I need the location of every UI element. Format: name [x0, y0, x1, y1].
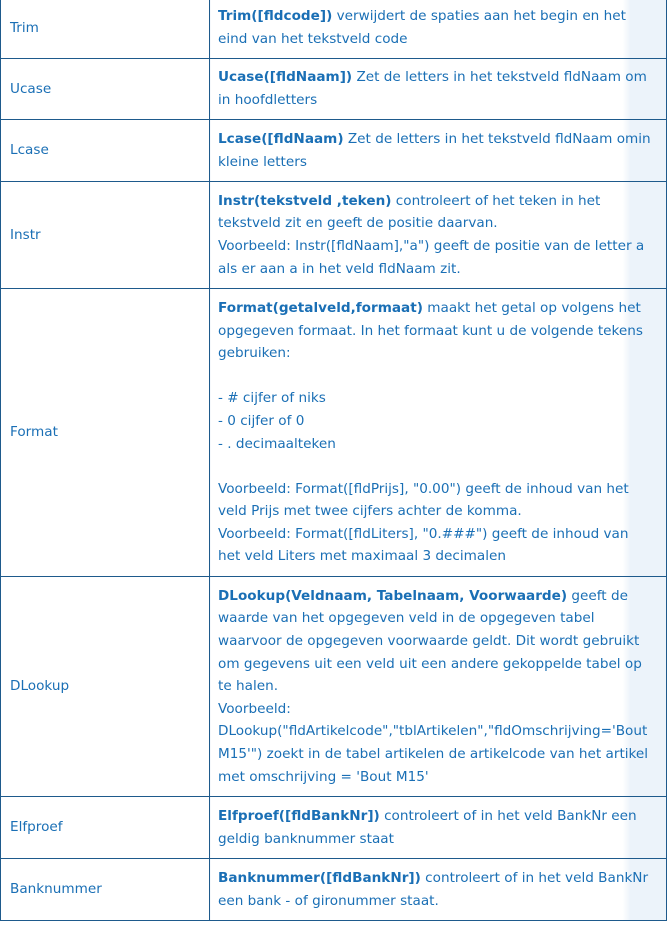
function-syntax: Ucase([fldNaam])	[218, 69, 353, 86]
description-text: waarde van het opgegeven veld in de opgegeven tabel	[218, 610, 595, 627]
function-description-cell	[210, 59, 667, 120]
description-text: met omschrijving = 'Bout M15'	[218, 768, 429, 785]
description-line	[218, 478, 662, 501]
description-line	[218, 387, 662, 410]
function-syntax: Instr(tekstveld ,teken)	[218, 192, 392, 209]
description-line	[218, 867, 662, 890]
description-text: controleert of het teken in het	[391, 192, 601, 209]
table-row	[1, 289, 667, 577]
description-line	[218, 28, 662, 51]
description-text: - . decimaalteken	[218, 435, 336, 452]
function-syntax: Banknummer([fldBankNr])	[218, 869, 421, 886]
description-text: waarvoor de opgegeven voorwaarde geldt. Dit wordt gebruikt	[218, 633, 640, 650]
description-text: eind van het tekstveld code	[218, 31, 408, 47]
description-line	[218, 235, 662, 258]
table-row	[1, 59, 667, 120]
description-line	[218, 630, 662, 653]
description-text: als er aan a in het veld fldNaam zit.	[218, 260, 461, 277]
description-line	[218, 342, 662, 365]
functions-table-body	[1, 0, 667, 921]
description-line	[218, 607, 662, 630]
description-line	[218, 5, 662, 28]
description-text: controleert of in het veld BankNr	[420, 869, 649, 886]
description-text: Voorbeeld:	[218, 700, 291, 717]
function-name-cell	[1, 797, 210, 859]
description-line	[218, 128, 662, 151]
function-name: DLookup	[10, 678, 70, 695]
function-name-cell	[1, 120, 210, 182]
table-row	[1, 120, 667, 182]
description-line	[218, 410, 662, 433]
description-line	[218, 455, 662, 478]
description-text: een bank - of gironummer staat.	[218, 892, 439, 909]
description-text: geldig banknummer staat	[218, 830, 394, 847]
description-line	[218, 805, 662, 828]
description-text: M15'") zoekt in de tabel artikelen de artikelcode van het artikel	[218, 745, 649, 762]
function-name-cell	[1, 577, 210, 797]
description-line	[218, 585, 662, 608]
function-syntax: Format(getalveld,formaat)	[218, 299, 423, 316]
description-line	[218, 258, 662, 281]
function-description-cell	[210, 797, 667, 859]
table-row	[1, 0, 667, 59]
function-name: Banknummer	[10, 881, 102, 898]
description-line	[218, 151, 662, 174]
table-row	[1, 797, 667, 859]
function-description-cell	[210, 182, 667, 289]
description-line	[218, 653, 662, 676]
function-syntax: DLookup(Veldnaam, Tabelnaam, Voorwaarde)	[218, 587, 568, 604]
description-text: in hoofdletters	[218, 92, 318, 108]
function-name-cell	[1, 0, 210, 59]
function-name-cell	[1, 182, 210, 289]
description-line	[218, 365, 662, 388]
description-text: geeft de	[567, 587, 628, 604]
table-row	[1, 182, 667, 289]
description-text: verwijdert de spaties aan het begin en het	[332, 8, 626, 25]
description-text: opgegeven formaat. In het formaat kunt u de volgende tekens	[218, 322, 643, 339]
function-name: Format	[10, 424, 58, 441]
description-text: het veld Liters met maximaal 3 decimalen	[218, 548, 506, 565]
description-line	[218, 523, 662, 546]
description-line	[218, 212, 662, 235]
function-name-cell	[1, 859, 210, 921]
description-line	[218, 743, 662, 766]
description-text: maakt het getal op volgens het	[422, 299, 641, 316]
function-name: Elfproef	[10, 819, 63, 836]
function-description-cell	[210, 289, 667, 577]
description-text: - 0 cijfer of 0	[218, 412, 305, 429]
description-line	[218, 698, 662, 721]
description-text: kleine letters	[218, 153, 307, 170]
function-syntax: Trim([fldcode])	[218, 8, 333, 25]
description-text: tekstveld zit en geeft de positie daarvan.	[218, 215, 498, 232]
description-line	[218, 828, 662, 851]
function-description-cell	[210, 577, 667, 797]
description-text: Voorbeeld: Format([fldLiters], "0.###") geeft de inhoud van	[218, 525, 629, 542]
description-line	[218, 297, 662, 320]
description-text: om gegevens uit een veld uit een andere gekoppelde tabel op	[218, 655, 642, 672]
description-line	[218, 545, 662, 568]
description-line	[218, 66, 662, 89]
function-description-cell	[210, 859, 667, 921]
description-line	[218, 766, 662, 789]
function-syntax: Lcase([fldNaam)	[218, 130, 344, 147]
table-row	[1, 859, 667, 921]
description-line	[218, 433, 662, 456]
description-line	[218, 720, 662, 743]
description-text: Voorbeeld: Format([fldPrijs], "0.00") geeft de inhoud van het	[218, 480, 629, 497]
function-name-cell	[1, 289, 210, 577]
description-line	[218, 500, 662, 523]
description-text: te halen.	[218, 678, 279, 695]
function-description-cell	[210, 0, 667, 59]
description-text: controleert of in het veld BankNr een	[379, 807, 637, 824]
description-text: gebruiken:	[218, 345, 291, 362]
function-name: Lcase	[10, 142, 49, 159]
description-text: Voorbeeld: Instr([fldNaam],"a") geeft de positie van de letter a	[218, 238, 645, 254]
description-line	[218, 89, 662, 112]
function-name: Instr	[10, 226, 41, 243]
table-row	[1, 577, 667, 797]
description-text: veld Prijs met twee cijfers achter de komma.	[218, 503, 522, 520]
description-line	[218, 890, 662, 913]
description-line	[218, 190, 662, 213]
description-line	[218, 320, 662, 343]
function-name: Trim	[10, 19, 39, 36]
function-name: Ucase	[10, 80, 52, 97]
function-name-cell	[1, 59, 210, 120]
description-text: Zet de letters in het tekstveld fldNaam omin	[343, 130, 651, 147]
description-text: - # cijfer of niks	[218, 390, 326, 407]
description-text: Zet de letters in het tekstveld fldNaam om	[352, 69, 647, 86]
description-line	[218, 675, 662, 698]
function-description-cell	[210, 120, 667, 182]
description-text: DLookup("fldArtikelcode","tblArtikelen","fldOmschrijving='Bout	[218, 723, 648, 740]
function-syntax: Elfproef([fldBankNr])	[218, 807, 380, 824]
